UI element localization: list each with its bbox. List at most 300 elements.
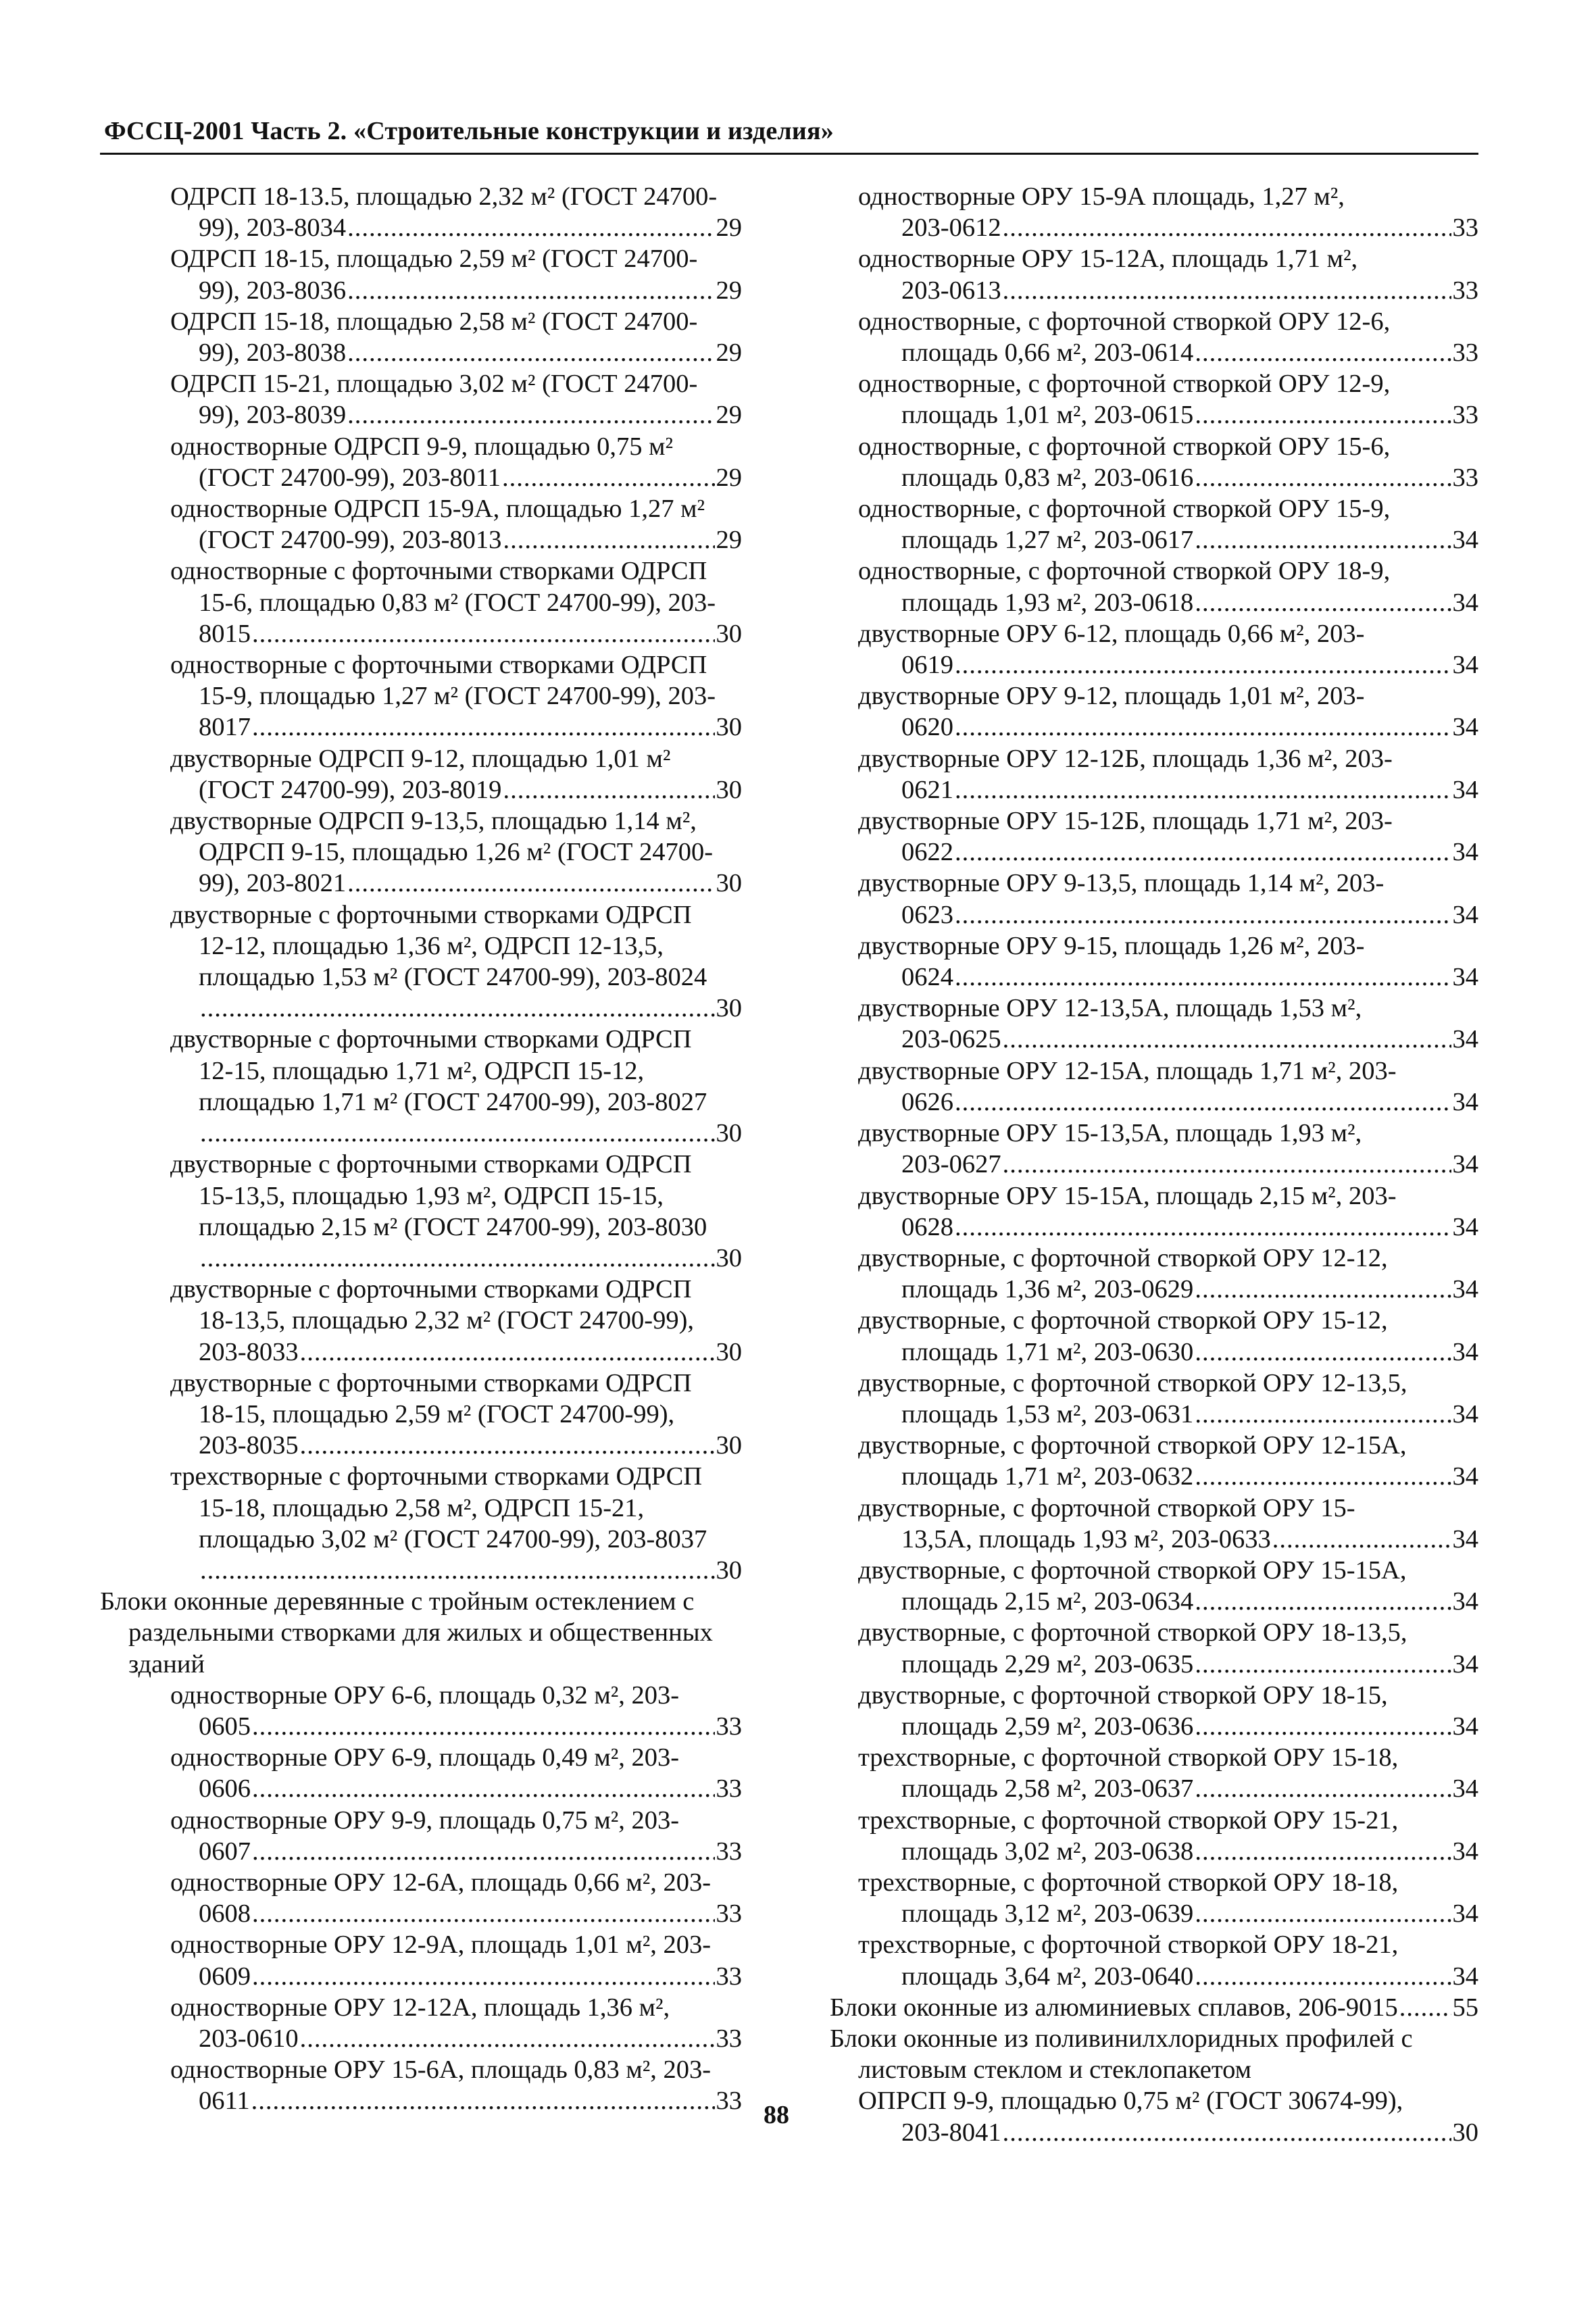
page-ref: 34 [1452, 1774, 1478, 1803]
entry-line: площадью 1,71 м² (ГОСТ 24700-99), 203-8027 [199, 1087, 707, 1116]
entry-leader-line [100, 524, 742, 555]
leader-dots [251, 2085, 715, 2116]
leader-dots [502, 462, 715, 493]
entry-last-text: площадь 1,01 м², 203-0615 [901, 401, 1194, 430]
entry-leader-line [100, 1711, 742, 1742]
entry-leader-line [100, 1555, 742, 1586]
leader-dots [1003, 1149, 1451, 1180]
index-entry [830, 493, 1478, 555]
page-ref: 30 [716, 994, 742, 1023]
index-entry [830, 680, 1478, 743]
entry-line: одностворные ОРУ 6-9, площадь 0,49 м², 203- [170, 1743, 680, 1772]
page-ref: 30 [716, 869, 742, 898]
index-entry [100, 649, 742, 743]
leader-dots [955, 1087, 1451, 1118]
entry-line: двустворные, с форточной створкой ОРУ 12-15А, [858, 1431, 1407, 1460]
index-entry [830, 805, 1478, 868]
entry-line: двустворные, с форточной створкой ОРУ 15-12, [858, 1306, 1388, 1335]
entry-last-text: 0619 [901, 651, 953, 680]
page-ref: 30 [716, 1119, 742, 1148]
entry-leader-line [830, 399, 1478, 430]
entry-leader-line [830, 899, 1478, 930]
entry-leader-line [100, 1243, 742, 1274]
leader-dots [1195, 1274, 1451, 1305]
entry-line: 15-18, площадью 2,58 м², ОДРСП 15-21, [199, 1493, 645, 1522]
leader-dots [252, 1898, 715, 1929]
index-entry [100, 243, 742, 305]
entry-line: 12-15, площадью 1,71 м², ОДРСП 15-12, [199, 1056, 645, 1085]
entry-leader-line [100, 1961, 742, 1992]
entry-line: двустворные, с форточной створкой ОРУ 18-15, [858, 1681, 1388, 1710]
heading-line: раздельными створками для жилых и общественных [128, 1618, 713, 1647]
entry-last-text: площадь 3,64 м², 203-0640 [901, 1962, 1194, 1991]
entry-line: трехстворные, с форточной створкой ОРУ 18-21, [858, 1931, 1399, 1960]
entry-line: одностворные с форточными створками ОДРСП [170, 557, 707, 586]
entry-last-text: 0626 [901, 1087, 953, 1116]
entry-last-text: 203-8033 [199, 1337, 299, 1366]
page-ref: 34 [1452, 1399, 1478, 1428]
entry-line: одностворные ОРУ 15-12А, площадь 1,71 м², [858, 245, 1358, 274]
index-entry [830, 1555, 1478, 1617]
entry-last-text: площадь 1,36 м², 203-0629 [901, 1275, 1194, 1304]
entry-last-text: 99), 203-8036 [199, 276, 347, 305]
index-entry [830, 1055, 1478, 1118]
page-ref: 33 [716, 1837, 742, 1866]
leader-dots [1003, 2117, 1451, 2148]
entry-leader-line [100, 1118, 742, 1149]
section-heading-wooden-triple [100, 1586, 742, 1680]
entry-last-text: площадь 2,15 м², 203-0634 [901, 1587, 1194, 1616]
leader-dots [252, 1961, 715, 1992]
entry-last-text: 0620 [901, 713, 953, 742]
leader-dots [1195, 1961, 1451, 1992]
page-ref: 33 [716, 1962, 742, 1991]
leader-dots [1195, 462, 1451, 493]
entry-leader-line [100, 1773, 742, 1804]
index-entry [830, 1929, 1478, 1991]
entry-last-text: 203-0613 [901, 276, 1001, 305]
entry-line: двустворные ОРУ 6-12, площадь 0,66 м², 203- [858, 619, 1365, 648]
index-entry [100, 2054, 742, 2116]
entry-leader-line [830, 1274, 1478, 1305]
entry-line: трехстворные с форточными створками ОДРСП [170, 1462, 703, 1491]
entry-leader-line [100, 212, 742, 243]
index-entry [830, 181, 1478, 243]
entry-line: двустворные с форточными створками ОДРСП [170, 1368, 692, 1397]
index-entry [830, 1118, 1478, 1180]
entry-leader-line [830, 587, 1478, 618]
index-entry [830, 243, 1478, 305]
entry-last-text: 203-8041 [901, 2118, 1001, 2147]
index-entry [100, 1461, 742, 1586]
page-ref: 34 [1452, 1837, 1478, 1866]
page-ref: 33 [1452, 401, 1478, 430]
entry-last-text: 203-0627 [901, 1150, 1001, 1179]
entry-line: двустворные, с форточной створкой ОРУ 12-12, [858, 1243, 1388, 1272]
entry-leader-line [830, 774, 1478, 805]
index-entry [100, 1149, 742, 1274]
index-entry [830, 618, 1478, 680]
index-entry [100, 1024, 742, 1149]
entry-line: 15-9, площадью 1,27 м² (ГОСТ 24700-99), 203- [199, 682, 716, 711]
page-ref: 33 [716, 2087, 742, 2116]
index-entry [100, 743, 742, 805]
entry-line: одностворные с форточными створками ОДРСП [170, 651, 707, 680]
leader-dots [200, 1243, 715, 1274]
entry-last-text: (ГОСТ 24700-99), 203-8011 [199, 463, 501, 492]
right-index-column [830, 181, 1478, 2148]
entry-line: двустворные ОРУ 9-15, площадь 1,26 м², 203- [858, 931, 1365, 960]
leader-dots [1272, 1524, 1451, 1555]
entry-last-text: площадь 1,53 м², 203-0631 [901, 1399, 1194, 1428]
entry-line: ОДРСП 18-13.5, площадью 2,32 м² (ГОСТ 24700- [170, 182, 718, 211]
entry-last-text: площадь 1,27 м², 203-0617 [901, 526, 1194, 555]
leader-dots [955, 712, 1451, 743]
page-ref: 34 [1452, 1212, 1478, 1241]
page-ref: 33 [1452, 214, 1478, 243]
entry-last-text: площадь 2,59 м², 203-0636 [901, 1712, 1194, 1741]
page-ref: 34 [1452, 1587, 1478, 1616]
leader-dots [1195, 1836, 1451, 1867]
leader-dots [300, 2023, 715, 2054]
page-ref: 34 [1452, 1962, 1478, 1991]
entry-leader-line [830, 524, 1478, 555]
entry-leader-line [830, 1524, 1478, 1555]
entry-leader-line [100, 275, 742, 306]
entry-last-text: 99), 203-8034 [199, 214, 347, 243]
entry-line: ОДРСП 15-21, площадью 3,02 м² (ГОСТ 24700- [170, 370, 698, 399]
leader-dots [252, 618, 715, 649]
index-entry [100, 1274, 742, 1368]
leader-dots [1195, 587, 1451, 618]
entry-line: одностворные ОДРСП 9-9, площадью 0,75 м² [170, 432, 674, 461]
left-entries-ory [100, 1680, 742, 2117]
index-entry [830, 1305, 1478, 1367]
index-entry [830, 2085, 1478, 2147]
index-entry [100, 1867, 742, 1929]
running-header: ФССЦ-2001 Часть 2. «Строительные конструкции и изделия» [104, 117, 834, 145]
entry-last-text: площадь 2,58 м², 203-0637 [901, 1774, 1194, 1803]
index-entry [830, 1243, 1478, 1305]
heading-line: зданий [128, 1649, 205, 1678]
page-ref: 34 [1452, 526, 1478, 555]
entry-leader-line [830, 1212, 1478, 1243]
entry-line: одностворные, с форточной створкой ОРУ 15-9, [858, 495, 1391, 524]
index-entry [830, 431, 1478, 493]
page-ref: 30 [716, 1337, 742, 1366]
entry-line: одностворные, с форточной створкой ОРУ 12-9, [858, 370, 1391, 399]
entry-line: площадью 1,53 м² (ГОСТ 24700-99), 203-8024 [199, 963, 707, 992]
page-ref: 29 [716, 401, 742, 430]
index-entry [100, 555, 742, 649]
entry-last-text: 0605 [199, 1712, 251, 1741]
leader-dots [252, 1836, 715, 1867]
leader-dots [1195, 1773, 1451, 1804]
entry-last-text: 99), 203-8021 [199, 869, 347, 898]
entry-last-text: площадь 3,02 м², 203-0638 [901, 1837, 1194, 1866]
leader-dots [1195, 1337, 1451, 1368]
entry-leader-line [830, 462, 1478, 493]
entry-leader-line [830, 1586, 1478, 1617]
entry-leader-line [830, 1961, 1478, 1992]
leader-dots [347, 212, 714, 243]
leader-dots [1195, 1711, 1451, 1742]
entry-line: 18-15, площадью 2,59 м² (ГОСТ 24700-99), [199, 1399, 675, 1428]
entry-leader-line [830, 1024, 1478, 1055]
left-entries [100, 181, 742, 1586]
page-ref: 30 [716, 713, 742, 742]
leader-dots [1195, 1399, 1451, 1430]
page-ref: 34 [1452, 1025, 1478, 1054]
page-ref: 34 [1452, 1150, 1478, 1179]
entry-leader-line [100, 618, 742, 649]
page-ref: 29 [716, 276, 742, 305]
page-ref: 34 [1452, 838, 1478, 867]
index-entry [100, 1929, 742, 1991]
page-ref: 34 [1452, 775, 1478, 804]
entry-line: двустворные ОРУ 12-12Б, площадь 1,36 м², 203- [858, 744, 1393, 773]
entry-last-text: 0623 [901, 900, 953, 929]
page-ref: 29 [716, 463, 742, 492]
left-index-column [100, 181, 742, 2117]
page-ref: 33 [716, 2024, 742, 2053]
entry-last-text: 8015 [199, 619, 251, 648]
page-ref: 33 [716, 1712, 742, 1741]
leader-dots [300, 1337, 715, 1368]
entry-last-text: 0621 [901, 775, 953, 804]
entry-line: одностворные, с форточной створкой ОРУ 18-9, [858, 557, 1391, 586]
page-ref: 30 [716, 775, 742, 804]
entry-last-text: 0622 [901, 838, 953, 867]
entry-leader-line [100, 868, 742, 899]
header-rule [100, 153, 1478, 155]
leader-dots [1195, 1461, 1451, 1492]
leader-dots [252, 1773, 715, 1804]
entry-line: ОДРСП 9-15, площадью 1,26 м² (ГОСТ 24700- [199, 838, 714, 867]
entry-last-text: 0611 [199, 2087, 250, 2116]
index-entry [100, 1680, 742, 1742]
page-ref: 34 [1452, 1275, 1478, 1304]
page-ref: 29 [716, 339, 742, 368]
entry-line: одностворные ОРУ 12-6А, площадь 0,66 м², 203- [170, 1868, 712, 1897]
leader-dots [1195, 399, 1451, 430]
page-ref: 55 [1452, 1993, 1478, 2022]
leader-dots [252, 712, 715, 743]
page-ref: 34 [1452, 1899, 1478, 1928]
entry-leader-line [100, 1836, 742, 1867]
page-ref: 34 [1452, 1649, 1478, 1678]
page-ref: 34 [1452, 1524, 1478, 1553]
entry-last-text: площадь 0,83 м², 203-0616 [901, 463, 1194, 492]
entry-leader-line [830, 1461, 1478, 1492]
entry-leader-line [830, 337, 1478, 368]
entry-line: 18-13,5, площадью 2,32 м² (ГОСТ 24700-99), [199, 1306, 695, 1335]
entry-line: одностворные, с форточной створкой ОРУ 15-6, [858, 432, 1391, 461]
entry-line: одностворные ОРУ 12-12А, площадь 1,36 м², [170, 1993, 670, 2022]
entry-line: 15-6, площадью 0,83 м² (ГОСТ 24700-99), 203- [199, 588, 716, 617]
leader-dots [1195, 337, 1451, 368]
entry-leader-line [830, 1773, 1478, 1804]
index-entry [100, 1368, 742, 1462]
entry-line: ОДРСП 18-15, площадью 2,59 м² (ГОСТ 24700- [170, 245, 698, 274]
page-number: 88 [764, 2101, 789, 2129]
entry-leader-line [830, 1337, 1478, 1368]
leader-dots [955, 1212, 1451, 1243]
index-entry [830, 1742, 1478, 1804]
entry-line: одностворные ОДРСП 15-9А, площадью 1,27 м² [170, 495, 705, 524]
index-entry [100, 899, 742, 1024]
entry-leader-line [830, 1149, 1478, 1180]
heading-line: Блоки оконные деревянные с тройным остеклением с [100, 1587, 695, 1616]
entry-last-text: 203-0610 [199, 2024, 299, 2053]
section-heading-pvc [830, 2023, 1478, 2085]
entry-line: площадью 3,02 м² (ГОСТ 24700-99), 203-8037 [199, 1524, 707, 1553]
page-ref: 29 [716, 526, 742, 555]
index-entry [830, 1430, 1478, 1492]
page-ref: 34 [1452, 1712, 1478, 1741]
section-heading-aluminium [830, 1992, 1478, 2023]
index-entry [100, 181, 742, 243]
leader-dots [300, 1430, 715, 1461]
page-ref: 34 [1452, 651, 1478, 680]
entry-leader-line [100, 712, 742, 743]
entry-leader-line [100, 2085, 742, 2116]
entry-line: двустворные, с форточной створкой ОРУ 18-13,5, [858, 1618, 1407, 1647]
right-entries-pvc [830, 2085, 1478, 2147]
index-entry [830, 930, 1478, 993]
entry-line: двустворные с форточными створками ОДРСП [170, 1150, 692, 1179]
index-entry [830, 1805, 1478, 1867]
leader-dots [200, 1118, 715, 1149]
entry-line: двустворные ОДРСП 9-13,5, площадью 1,14 м², [170, 807, 697, 836]
entry-line: двустворные, с форточной створкой ОРУ 12-13,5, [858, 1368, 1407, 1397]
index-entry [100, 431, 742, 493]
index-entry [100, 1805, 742, 1867]
entry-leader-line [830, 1399, 1478, 1430]
index-entry [830, 555, 1478, 618]
leader-dots [1195, 524, 1451, 555]
leader-dots [347, 868, 714, 899]
index-entry [830, 993, 1478, 1055]
entry-line: двустворные ОРУ 15-12Б, площадь 1,71 м², 203- [858, 807, 1393, 836]
index-entry [830, 306, 1478, 368]
entry-line: двустворные с форточными створками ОДРСП [170, 1025, 692, 1054]
entry-line: двустворные ОРУ 15-15А, площадь 2,15 м², 203- [858, 1181, 1397, 1210]
entry-leader-line [100, 1430, 742, 1461]
leader-dots [347, 399, 714, 430]
entry-leader-line [100, 774, 742, 805]
leader-dots [200, 1555, 715, 1586]
entry-line: ОДРСП 15-18, площадью 2,58 м² (ГОСТ 24700- [170, 307, 698, 336]
index-entry [100, 368, 742, 430]
heading-line: листовым стеклом и стеклопакетом [858, 2056, 1252, 2085]
entry-leader-line [830, 212, 1478, 243]
entry-last-text: площадь 3,12 м², 203-0639 [901, 1899, 1194, 1928]
index-entry [830, 743, 1478, 805]
index-entry [830, 1867, 1478, 1929]
index-entry [100, 1992, 742, 2054]
entry-line: одностворные ОРУ 12-9А, площадь 1,01 м², 203- [170, 1931, 712, 1960]
entry-last-text: 99), 203-8039 [199, 401, 347, 430]
entry-leader-line [100, 993, 742, 1024]
leader-dots [503, 524, 714, 555]
index-entry [830, 1617, 1478, 1679]
leader-dots [1399, 1992, 1451, 2023]
entry-leader-line [830, 1836, 1478, 1867]
index-entry [830, 868, 1478, 930]
page-ref: 30 [716, 1555, 742, 1585]
entry-line: трехстворные, с форточной створкой ОРУ 15-21, [858, 1806, 1399, 1835]
entry-leader-line [830, 712, 1478, 743]
entry-line: одностворные ОРУ 15-9А площадь, 1,27 м², [858, 182, 1345, 211]
index-entry [100, 306, 742, 368]
leader-dots [252, 1711, 715, 1742]
page-ref: 34 [1452, 1337, 1478, 1366]
entry-leader-line [100, 2023, 742, 2054]
page-ref: 33 [716, 1774, 742, 1803]
heading-line: Блоки оконные из поливинилхлоридных профилей с [830, 2024, 1413, 2053]
entry-line: двустворные ОРУ 15-13,5А, площадь 1,93 м², [858, 1119, 1362, 1148]
entry-line: трехстворные, с форточной створкой ОРУ 15-18, [858, 1743, 1399, 1772]
leader-dots [955, 837, 1451, 868]
entry-line: площадью 2,15 м² (ГОСТ 24700-99), 203-8030 [199, 1212, 707, 1241]
entry-line: 12-12, площадью 1,36 м², ОДРСП 12-13,5, [199, 931, 664, 960]
entry-last-text: площадь 1,71 м², 203-0630 [901, 1337, 1194, 1366]
leader-dots [347, 337, 714, 368]
page-ref: 29 [716, 214, 742, 243]
entry-last-text: 203-0625 [901, 1025, 1001, 1054]
entry-line: одностворные ОРУ 6-6, площадь 0,32 м², 203- [170, 1681, 680, 1710]
entry-leader-line [830, 837, 1478, 868]
entry-leader-line [830, 1898, 1478, 1929]
entry-line: одностворные ОРУ 15-6А, площадь 0,83 м², 203- [170, 2056, 712, 2085]
leader-dots [1195, 1649, 1451, 1680]
entry-last-text: 99), 203-8038 [199, 339, 347, 368]
leader-dots [347, 275, 714, 306]
entry-last-text: площадь 1,71 м², 203-0632 [901, 1462, 1194, 1491]
page-ref: 34 [1452, 588, 1478, 617]
leader-dots [955, 962, 1451, 993]
entry-last-text: площадь 0,66 м², 203-0614 [901, 339, 1194, 368]
entry-last-text: 0606 [199, 1774, 251, 1803]
entry-last-text: 0607 [199, 1837, 251, 1866]
leader-dots [1195, 1898, 1451, 1929]
entry-leader-line [830, 275, 1478, 306]
entry-leader-line [100, 1898, 742, 1929]
entry-last-text: 0609 [199, 1962, 251, 1991]
index-entry [830, 1180, 1478, 1243]
entry-last-text: 0608 [199, 1899, 251, 1928]
entry-leader-line [830, 1649, 1478, 1680]
entry-line: ОПРСП 9-9, площадью 0,75 м² (ГОСТ 30674-99), [858, 2087, 1403, 2116]
entry-line: двустворные ОРУ 12-15А, площадь 1,71 м², 203- [858, 1056, 1397, 1085]
page-ref: 34 [1452, 1087, 1478, 1116]
entry-last-text: площадь 1,93 м², 203-0618 [901, 588, 1194, 617]
entry-last-text: 203-0612 [901, 214, 1001, 243]
entry-leader-line [830, 1711, 1478, 1742]
page-ref: 30 [716, 1431, 742, 1460]
page-ref: 34 [1452, 1462, 1478, 1491]
leader-dots [1003, 212, 1451, 243]
entry-last-text: 8017 [199, 713, 251, 742]
entry-leader-line [830, 962, 1478, 993]
leader-dots [1003, 1024, 1451, 1055]
leader-dots [200, 993, 715, 1024]
entry-leader-line [100, 1337, 742, 1368]
page-ref: 34 [1452, 713, 1478, 742]
entry-line: трехстворные, с форточной створкой ОРУ 18-18, [858, 1868, 1399, 1897]
index-entry [830, 1493, 1478, 1555]
